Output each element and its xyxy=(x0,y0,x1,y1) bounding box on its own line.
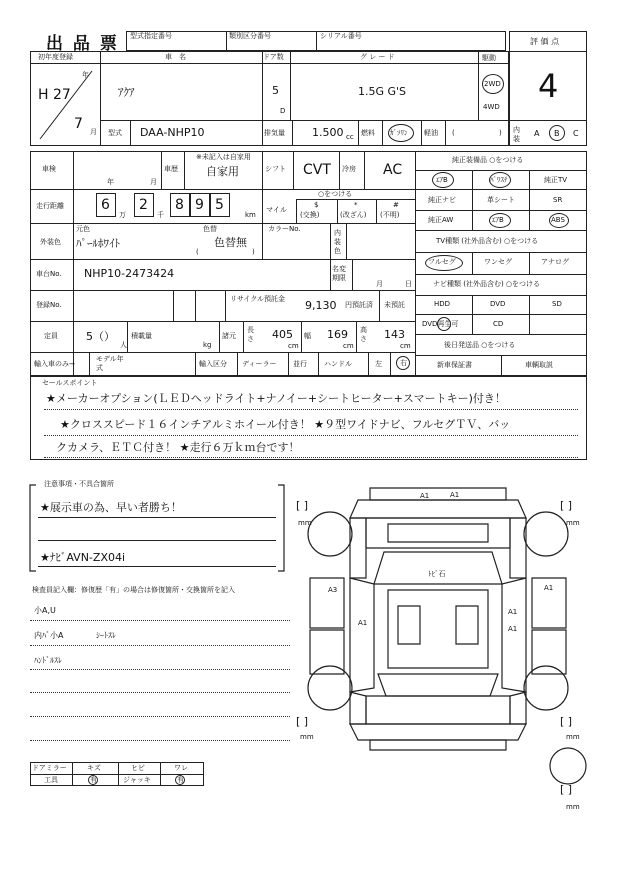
recycle-status: 円預託済 xyxy=(345,301,373,309)
sales-point-line-1: ★メーカーオプション(ＬＥＤヘッドライト+ナノイー+シートヒーター+スマートキー)付き！ xyxy=(46,392,506,405)
sales-point-line-2: ★クロススピード１６インチアルミホイール付き！ ★９型ワイドナビ、フルセグＴＶ、バッ xyxy=(60,418,511,431)
equip-r1-2: 純正TV xyxy=(544,176,568,184)
equip-r1-1: ﾊﾟﾜｽﾃ xyxy=(490,176,508,184)
chassis-label: 車台No. xyxy=(36,270,62,278)
recycle-value: 9,130 xyxy=(305,299,337,312)
repaint-paren-close: ) xyxy=(252,248,255,256)
import-parallel: 並行 xyxy=(293,360,307,368)
recycle-unpaid: 未預託 xyxy=(384,301,405,309)
diesel-label: 軽油 xyxy=(424,129,438,137)
legend-crack: ヒビ xyxy=(131,764,145,772)
history-value: 自家用 xyxy=(206,165,239,178)
tv-type-label: TV種類 (社外品含む) ○をつける xyxy=(436,237,539,245)
mileage-label: 走行距離 xyxy=(36,202,64,210)
legend-jack-value: 有 xyxy=(177,776,184,784)
first-reg-month: 7 xyxy=(74,116,83,132)
displacement-unit: cc xyxy=(346,133,354,141)
import-dealer: ディーラー xyxy=(242,360,277,368)
inspector-line-2b: ｼｰﾄｽﾚ xyxy=(96,631,116,640)
interior-color-label: 内装色 xyxy=(334,229,341,255)
legend-tools-value: 有 xyxy=(90,776,97,784)
bracket-rr: [ ] xyxy=(560,715,573,728)
mm-fr: mm xyxy=(566,519,580,527)
legend-break: ワレ xyxy=(174,764,188,772)
bracket-fl: [ ] xyxy=(296,499,309,512)
mileage-sen-unit: 千 xyxy=(157,211,164,219)
door-count-label: ドア数 xyxy=(263,53,284,61)
notes-line-2: ★ﾅﾋﾞAVN-ZX04i xyxy=(40,551,126,564)
load-label: 積載量 xyxy=(131,332,152,340)
mileage-man-unit: 万 xyxy=(119,211,126,219)
width-cm: cm xyxy=(343,342,354,350)
load-kg-unit: kg xyxy=(203,341,212,349)
height-cm: cm xyxy=(400,342,411,350)
car-name-label: 車 名 xyxy=(165,53,186,61)
recycle-label: リサイクル預託金 xyxy=(230,295,286,303)
mileage-mark-note: ○をつける xyxy=(318,190,353,198)
original-color-label: 元色 xyxy=(76,225,90,233)
name-change-day: 日 xyxy=(405,280,412,288)
history-label: 車歴 xyxy=(164,165,178,173)
first-registration-label: 初年度登録 xyxy=(38,53,73,61)
width-value: 169 xyxy=(327,328,348,341)
first-reg-era: H 27 xyxy=(38,87,71,103)
length-cm: cm xyxy=(288,342,299,350)
bracket-fr: [ ] xyxy=(560,499,573,512)
inspector-line-1: 小A,U xyxy=(34,606,56,615)
notes-label: 注意事項・不具合箇所 xyxy=(44,480,114,488)
tv-item-1: ワンセグ xyxy=(484,258,512,266)
mileage-star: * xyxy=(354,201,358,209)
shaken-year-unit: 年 xyxy=(107,178,114,186)
repaint-value: 色替無 xyxy=(214,236,247,249)
model-label: 型式 xyxy=(108,129,122,137)
damage-windshield: ﾄﾋﾞ石 xyxy=(428,570,446,578)
handle-left: 左 xyxy=(375,360,382,368)
interior-c: C xyxy=(573,129,579,138)
mileage-digit-5: 5 xyxy=(215,197,224,213)
fuel-value: ｶﾞｿﾘﾝ xyxy=(390,129,408,137)
model-value: DAA-NHP10 xyxy=(140,126,205,139)
legend-tools: 工具 xyxy=(44,776,58,784)
repaint-paren-open: ( xyxy=(196,248,199,256)
displacement-label: 排気量 xyxy=(264,129,285,137)
length-label: 長さ xyxy=(247,326,254,343)
car-name-value: ｱｸｱ xyxy=(118,86,135,99)
damage-right-a1-low: A1 xyxy=(508,625,518,633)
navi-r1-0: HDD xyxy=(434,300,451,308)
capacity-label: 定員 xyxy=(44,332,58,340)
damage-front-a1-left: A1 xyxy=(420,492,430,500)
damage-right-a1-mid: A1 xyxy=(508,608,518,616)
year-unit: 年 xyxy=(82,71,89,79)
equip-r2-1: 革シート xyxy=(487,196,515,204)
later-item-0: 新車保証書 xyxy=(437,361,472,369)
registration-label: 登録No. xyxy=(36,301,62,309)
equip-r2-2: SR xyxy=(553,196,563,204)
fuel-label: 燃料 xyxy=(361,129,375,137)
legend-jack: ジャッキ xyxy=(123,776,151,784)
handle-right: 右 xyxy=(400,359,407,367)
shaken-month-unit: 月 xyxy=(150,178,157,186)
car-diagram xyxy=(288,478,608,808)
category-number-label: 類別区分番号 xyxy=(229,32,271,40)
interior-label: 内装 xyxy=(513,126,520,143)
mileage-unknown: (不明) xyxy=(380,211,400,219)
history-note: ※未記入は自家用 xyxy=(196,153,251,161)
interior-a: A xyxy=(534,129,540,138)
navi-r2-0: DVD再生可 xyxy=(422,320,459,328)
color-no-label: カラーNo. xyxy=(268,225,301,233)
damage-front-a1-right: A1 xyxy=(450,491,460,499)
interior-b: B xyxy=(554,129,560,138)
shift-value: CVT xyxy=(303,162,331,178)
equip-r3-1: ｴｱB xyxy=(492,216,504,224)
legend-scratch: キズ xyxy=(87,764,101,772)
equip-r1-0: ｴｱB xyxy=(436,176,448,184)
sheet-title: 出 品 票 xyxy=(46,34,119,54)
paren-open: ( xyxy=(452,129,455,137)
width-label: 幅 xyxy=(304,332,311,340)
tv-item-0: フルセグ xyxy=(428,258,456,266)
name-change-label: 名変期限 xyxy=(332,265,346,282)
equip-r3-0: 純正AW xyxy=(428,216,454,224)
navi-type-label: ナビ種類 (社外品含む) ○をつける xyxy=(433,280,541,288)
serial-number-label: シリアル番号 xyxy=(320,32,362,40)
legend-door-mirror: ドアミラー xyxy=(32,764,67,772)
capacity-person-unit: 人 xyxy=(120,341,127,349)
paren-close: ) xyxy=(499,129,502,137)
exterior-color-label: 外装色 xyxy=(40,238,61,246)
inspector-line-2a: 内ﾊﾞ小A xyxy=(34,631,64,640)
door-count-value: 5 xyxy=(272,84,279,97)
handle-label: ハンドル xyxy=(324,360,352,368)
mileage-digit-4: 9 xyxy=(195,197,204,213)
drive-4wd: 4WD xyxy=(483,103,500,111)
name-change-month: 月 xyxy=(376,280,383,288)
drive-2wd: 2WD xyxy=(484,80,501,88)
model-year-label: モデル年式 xyxy=(96,355,124,372)
cooler-label: 冷房 xyxy=(342,165,356,173)
bracket-spare: [ ] xyxy=(560,783,573,796)
mileage-km-unit: km xyxy=(245,211,256,219)
shift-label: シフト xyxy=(265,165,286,173)
notes-line-1: ★展示車の為、早い者勝ち！ xyxy=(40,501,182,514)
mileage-dollar: $ xyxy=(314,201,319,209)
mileage-tampered: (改ざん) xyxy=(340,211,367,219)
inspector-line-3: ﾊﾝﾄﾞﾙｽﾚ xyxy=(34,656,62,665)
mileage-digit-2: 2 xyxy=(139,197,148,213)
later-item-1: 車輌取説 xyxy=(525,361,553,369)
navi-r1-2: SD xyxy=(552,300,562,308)
grade-value: 1.5G G'S xyxy=(358,85,407,98)
equip-r2-0: 純正ナビ xyxy=(428,196,456,204)
length-value: 405 xyxy=(272,328,293,341)
chassis-value: NHP10-2473424 xyxy=(84,267,175,280)
original-color-value: ﾊﾟｰﾙﾎﾜｲﾄ xyxy=(76,237,120,250)
mileage-exchange: (交換) xyxy=(300,211,320,219)
shaken-label: 車検 xyxy=(42,165,56,173)
grade-score-label: 評 価 点 xyxy=(530,37,560,46)
mileage-digit-3: 8 xyxy=(175,197,184,213)
equip-r3-2: ABS xyxy=(551,216,565,224)
cooler-value: AC xyxy=(383,162,403,178)
mileage-digit-1: 6 xyxy=(101,197,110,213)
mm-fl: mm xyxy=(298,519,312,527)
mm-spare: mm xyxy=(566,803,580,811)
mile-label: マイル xyxy=(266,206,287,214)
mileage-sharp: # xyxy=(393,201,399,209)
bracket-rl: [ ] xyxy=(296,715,309,728)
repaint-label: 色替 xyxy=(203,225,217,233)
import-category-label: 輸入区分 xyxy=(199,360,227,368)
tv-item-2: アナログ xyxy=(541,258,569,266)
dims-label: 諸元 xyxy=(222,332,236,340)
drive-label: 駆動 xyxy=(482,54,496,62)
inspector-label: 検査員記入欄：修復歴「有」の場合は修復箇所・交換箇所を記入 xyxy=(32,586,235,594)
door-suffix: D xyxy=(280,107,286,115)
grade-score-value: 4 xyxy=(538,67,559,105)
factory-equipment-label: 純正装備品 ○をつける xyxy=(452,156,524,164)
month-unit: 月 xyxy=(90,128,97,136)
navi-r1-1: DVD xyxy=(490,300,506,308)
sales-point-label: セールスポイント xyxy=(42,379,98,387)
damage-right-a1-top: A1 xyxy=(544,584,554,592)
type-designation-label: 型式指定番号 xyxy=(130,32,172,40)
later-shipment-label: 後日発送品 ○をつける xyxy=(444,341,516,349)
mm-rr: mm xyxy=(566,733,580,741)
sales-point-line-3: クカメラ、ＥＴＣ付き！ ★走行６万ｋｍ台です！ xyxy=(56,441,300,454)
height-value: 143 xyxy=(384,328,405,341)
damage-left-a3: A3 xyxy=(328,586,338,594)
capacity-value: 5（） xyxy=(86,330,115,343)
height-label: 高さ xyxy=(360,326,367,343)
grade-label: グ レ ー ド xyxy=(360,53,395,61)
damage-left-a1: A1 xyxy=(358,619,368,627)
mm-rl: mm xyxy=(300,733,314,741)
navi-r2-1: CD xyxy=(493,320,504,328)
displacement-value: 1.500 xyxy=(312,126,344,139)
import-label: 輸入車のみ→ xyxy=(34,360,75,368)
